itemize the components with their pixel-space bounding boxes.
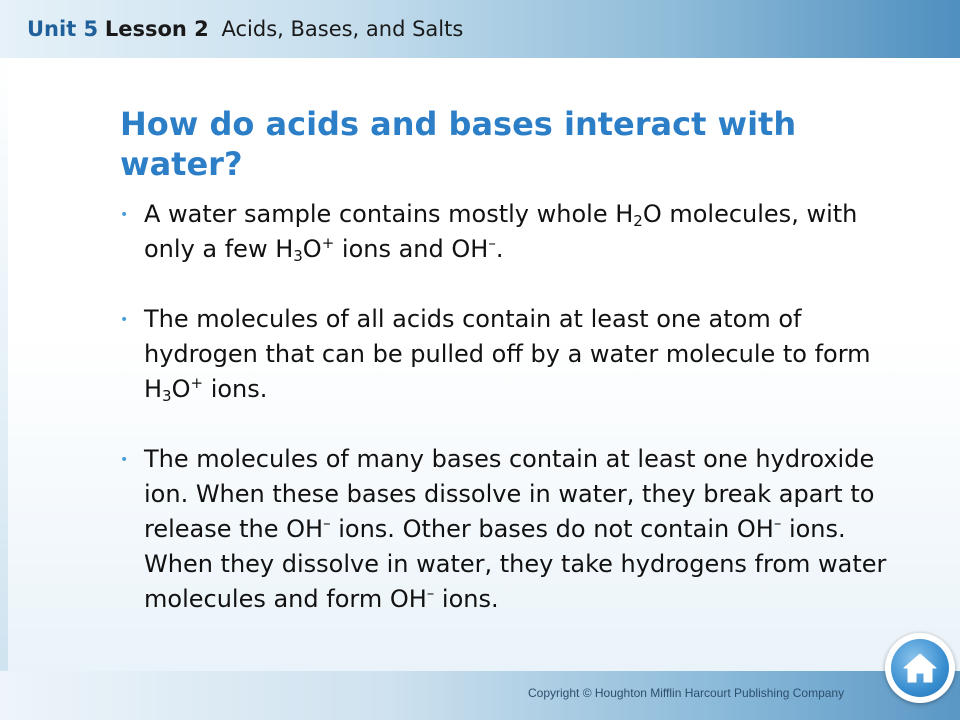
topic-label: Acids, Bases, and Salts <box>221 17 464 41</box>
subscript: 3 <box>162 387 172 405</box>
text-segment: ions. <box>434 585 499 613</box>
text-segment: ions and OH <box>334 235 489 263</box>
superscript: + <box>321 234 335 252</box>
text-segment: ions. Other bases do not contain OH <box>330 515 774 543</box>
text-segment: O <box>171 375 191 403</box>
text-segment: The molecules of many bases contain at least one hydroxide ion. When these bases dissolve in water, they break apart to release the OH <box>144 445 875 543</box>
subscript: 2 <box>633 212 643 230</box>
bullet-list <box>118 197 898 617</box>
bullet-item <box>118 197 898 267</box>
text-segment: A water sample contains mostly whole H <box>144 200 634 228</box>
superscript: – <box>323 514 331 532</box>
superscript: – <box>773 514 782 532</box>
copyright-text: Copyright © Houghton Mifflin Harcourt Publishing Company <box>528 686 845 700</box>
slide-title: How do acids and bases interact with water? <box>120 105 797 183</box>
bullet-item <box>118 302 898 407</box>
home-button-face[interactable] <box>891 639 949 697</box>
bullet-item <box>118 442 898 617</box>
text-segment: . <box>495 235 504 263</box>
lesson-label: Lesson 2 <box>104 17 209 41</box>
bullet-dot: • <box>120 207 129 223</box>
text-segment: O <box>302 235 322 263</box>
text-segment: O molecules, with only a few H <box>144 200 858 263</box>
bullet-text <box>144 445 886 613</box>
bullet-dot: • <box>120 312 129 328</box>
subscript: 3 <box>293 247 303 265</box>
left-edge-strip <box>0 58 8 671</box>
text-segment: The molecules of all acids contain at least one atom of hydrogen that can be pulled off by a water molecule to form H <box>144 305 871 403</box>
text-segment: ions. <box>203 375 268 403</box>
superscript: – <box>488 234 496 252</box>
bullet-dot: • <box>120 452 129 468</box>
header-title <box>27 17 463 41</box>
home-icon[interactable] <box>901 649 939 687</box>
home-button[interactable] <box>885 633 955 703</box>
superscript: + <box>190 374 204 392</box>
superscript: – <box>426 584 435 602</box>
unit-label: Unit 5 <box>27 17 99 41</box>
bullet-text <box>144 200 857 263</box>
bullet-text <box>144 305 871 403</box>
text-segment: ions. When they dissolve in water, they take hydrogens from water molecules and form OH <box>144 515 887 613</box>
